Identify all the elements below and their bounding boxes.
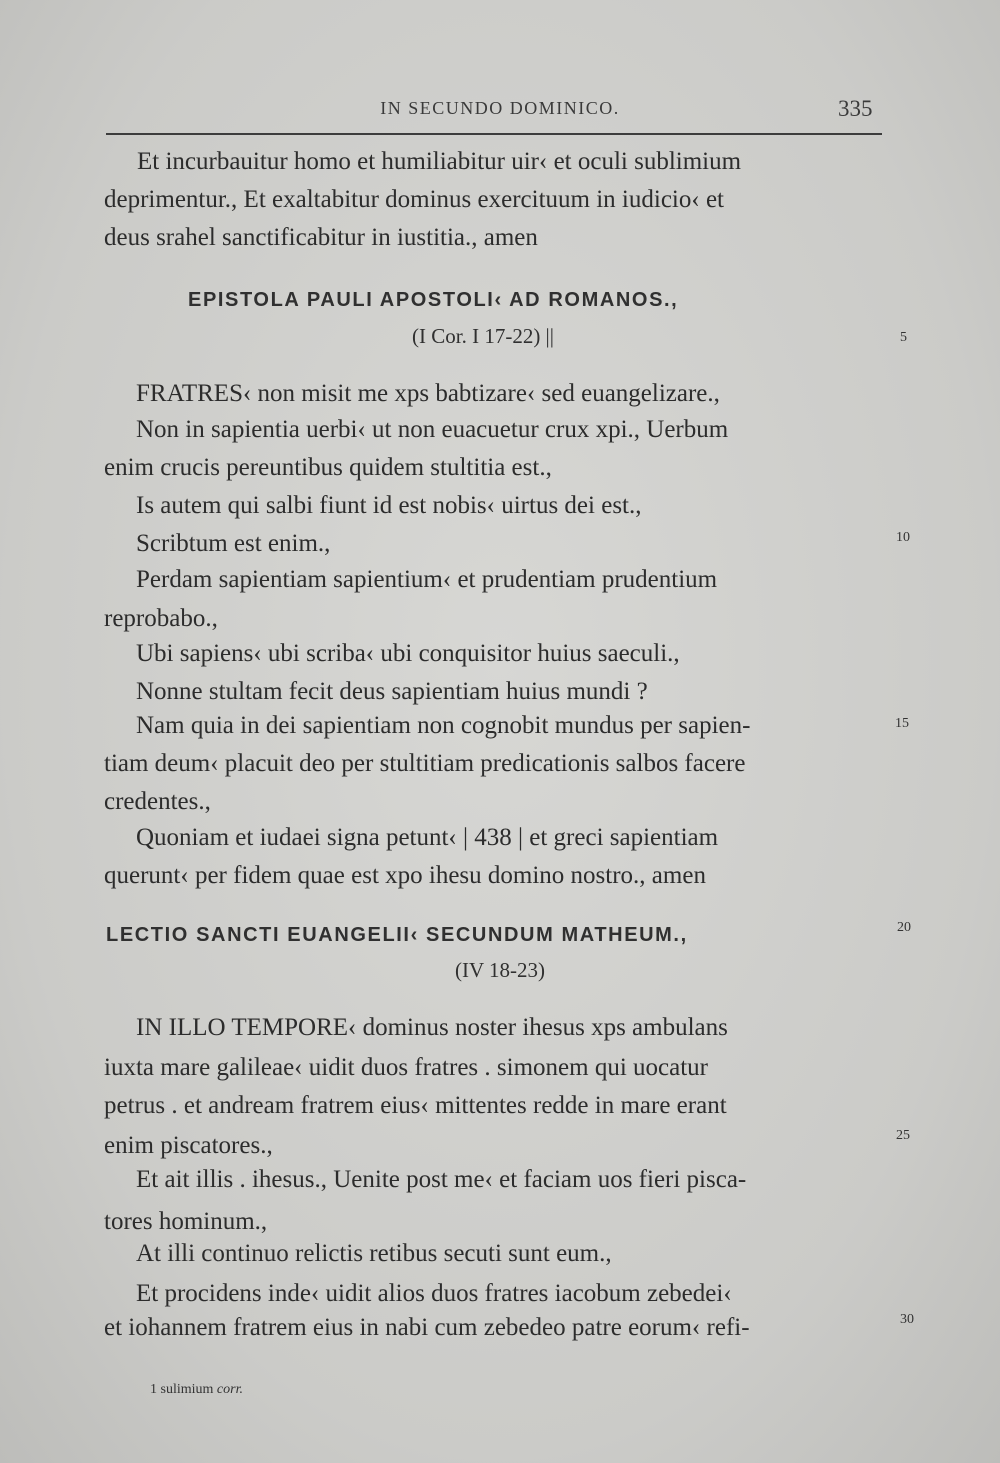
text-line: reprobabo., xyxy=(104,605,218,632)
text-line: petrus . et andream fratrem eius‹ mittentes redde in mare erant xyxy=(104,1092,727,1119)
header-rule xyxy=(106,133,882,135)
gospel-heading: LECTIO SANCTI EUANGELII‹ SECUNDUM MATHEUM., xyxy=(106,924,688,946)
text-line: querunt‹ per fidem quae est xpo ihesu domino nostro., amen xyxy=(104,862,706,889)
line-number: 25 xyxy=(896,1128,910,1143)
text-line: et iohannem fratrem eius in nabi cum zebedeo patre eorum‹ refi- xyxy=(104,1314,750,1341)
text-line: deus srahel sanctificabitur in iustitia., amen xyxy=(104,224,538,251)
text-line: Non in sapientia uerbi‹ ut non euacuetur crux xpi., Uerbum xyxy=(136,416,729,443)
text-line: deprimentur., Et exaltabitur dominus exercituum in iudicio‹ et xyxy=(104,186,724,213)
line-number: 30 xyxy=(900,1312,914,1327)
page-number: 335 xyxy=(838,96,873,121)
text-line: Et ait illis . ihesus., Uenite post me‹ et faciam uos fieri pisca- xyxy=(136,1166,747,1193)
text-line: Perdam sapientiam sapientium‹ et prudentiam prudentium xyxy=(136,566,718,593)
text-line: Nonne stultam fecit deus sapientiam huius mundi ? xyxy=(136,678,648,705)
text-line: Quoniam et iudaei signa petunt‹ | 438 | et greci sapientiam xyxy=(136,824,719,851)
footnote-number: 1 xyxy=(150,1382,157,1397)
text-line: IN ILLO TEMPORE‹ dominus noster ihesus xps ambulans xyxy=(136,1014,728,1041)
text-line: tiam deum‹ placuit deo per stultitiam predicationis salbos facere xyxy=(104,750,746,777)
epistle-heading: EPISTOLA PAULI APOSTOLI‹ AD ROMANOS., xyxy=(188,289,679,311)
text-line: FRATRES‹ non misit me xps babtizare‹ sed euangelizare., xyxy=(136,380,720,407)
text-line: enim crucis pereuntibus quidem stultitia est., xyxy=(104,454,552,481)
footnote-word: sulimium xyxy=(160,1382,214,1397)
text-line: At illi continuo relictis retibus secuti sunt eum., xyxy=(136,1240,612,1267)
text-line: Et procidens inde‹ uidit alios duos fratres iacobum zebedei‹ xyxy=(136,1280,732,1307)
text-line: tores hominum., xyxy=(104,1208,268,1235)
footnote xyxy=(150,1382,243,1398)
footnote-note: corr. xyxy=(216,1382,243,1397)
gospel-reference: (IV 18-23) xyxy=(455,958,546,982)
text-line: Is autem qui salbi fiunt id est nobis‹ uirtus dei est., xyxy=(136,492,642,519)
text-line: Ubi sapiens‹ ubi scriba‹ ubi conquisitor huius saeculi., xyxy=(136,640,680,667)
running-header: IN SECUNDO DOMINICO. xyxy=(380,98,620,118)
epistle-reference: (I Cor. I 17-22) || xyxy=(412,324,554,348)
text-line: credentes., xyxy=(104,788,211,815)
line-number: 10 xyxy=(896,530,910,545)
line-number: 20 xyxy=(897,920,911,935)
text-line: iuxta mare galileae‹ uidit duos fratres . simonem qui uocatur xyxy=(104,1054,708,1081)
text-line: Nam quia in dei sapientiam non cognobit mundus per sapien- xyxy=(136,712,751,739)
line-number: 15 xyxy=(895,716,909,731)
line-number: 5 xyxy=(900,330,907,345)
text-line: Et incurbauitur homo et humiliabitur uir‹ et oculi sublimium xyxy=(137,148,742,175)
text-line: Scribtum est enim., xyxy=(136,530,331,557)
text-line: enim piscatores., xyxy=(104,1132,273,1159)
